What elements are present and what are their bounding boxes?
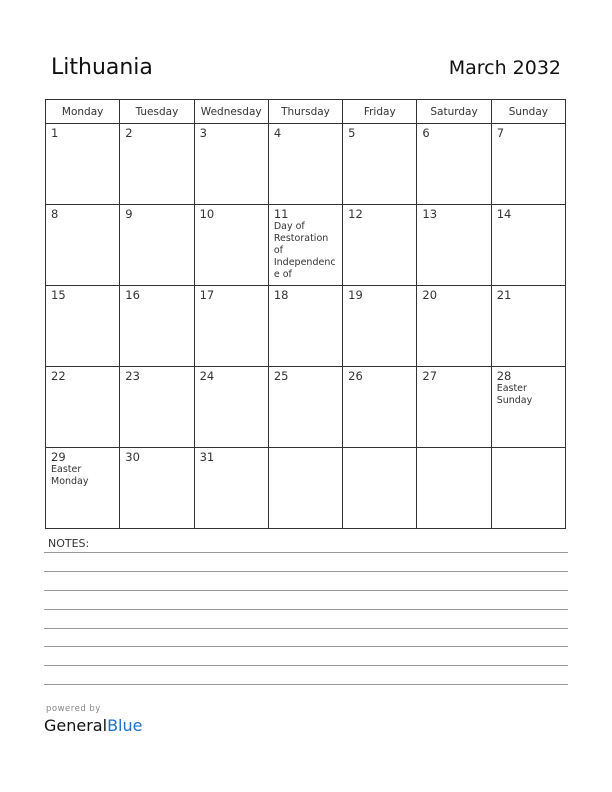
day-cell	[417, 124, 491, 205]
day-number: 9	[125, 207, 133, 221]
day-cell	[268, 448, 342, 529]
notes-label: NOTES:	[48, 537, 90, 550]
day-cell	[268, 205, 342, 286]
week-row	[46, 124, 566, 205]
day-number: 25	[273, 369, 289, 383]
day-number: 5	[348, 126, 356, 140]
day-number: 3	[199, 126, 207, 140]
day-number: 2	[125, 126, 133, 140]
day-number: 31	[199, 450, 215, 464]
holiday-label: Easter Sunday	[496, 383, 533, 406]
day-cell	[46, 286, 120, 367]
day-cell	[46, 367, 120, 448]
day-cell	[120, 367, 194, 448]
day-cell	[417, 367, 491, 448]
day-number: 17	[199, 288, 215, 302]
day-cell	[194, 205, 268, 286]
day-cell	[491, 448, 565, 529]
note-line	[44, 646, 568, 647]
day-cell	[120, 124, 194, 205]
day-number: 10	[199, 207, 215, 221]
month-title: March 2032	[448, 57, 561, 79]
day-number: 6	[422, 126, 430, 140]
weekday-header: Tuesday	[120, 100, 194, 124]
day-cell	[491, 124, 565, 205]
weekday-header: Thursday	[268, 100, 342, 124]
note-line	[44, 665, 568, 666]
day-number: 12	[348, 207, 363, 221]
day-number: 18	[273, 288, 289, 302]
note-line	[44, 571, 568, 572]
day-cell	[268, 367, 342, 448]
day-number: 23	[125, 369, 140, 383]
day-number: 14	[496, 207, 512, 221]
day-number: 20	[422, 288, 438, 302]
day-cell	[46, 124, 120, 205]
day-cell	[194, 286, 268, 367]
day-cell	[417, 286, 491, 367]
day-number: 1	[51, 126, 59, 140]
day-number: 21	[496, 288, 512, 302]
day-number: 27	[422, 369, 438, 383]
holiday-label: Day of Restoration of Independence of	[273, 221, 336, 280]
day-cell	[120, 448, 194, 529]
day-cell	[491, 286, 565, 367]
day-cell	[491, 367, 565, 448]
day-number: 22	[51, 369, 66, 383]
day-number: 26	[348, 369, 363, 383]
brand-blue: Blue	[107, 716, 143, 735]
country-title: Lithuania	[51, 55, 153, 80]
day-cell	[268, 124, 342, 205]
day-cell	[120, 205, 194, 286]
day-number: 24	[199, 369, 215, 383]
day-number: 4	[273, 126, 282, 140]
weekday-header: Wednesday	[194, 100, 268, 124]
day-number: 8	[51, 207, 59, 221]
day-cell	[46, 205, 120, 286]
day-number: 29	[51, 450, 66, 464]
weekday-header: Sunday	[491, 100, 565, 124]
day-cell	[343, 367, 417, 448]
day-cell	[194, 448, 268, 529]
powered-by-text: powered by	[46, 704, 101, 714]
weekday-header-row	[46, 100, 566, 124]
day-number: 19	[348, 288, 363, 302]
day-cell	[120, 286, 194, 367]
day-number: 13	[422, 207, 438, 221]
week-row	[46, 286, 566, 367]
day-number: 16	[125, 288, 140, 302]
holiday-label: Easter Monday	[51, 464, 89, 487]
generalblue-logo	[44, 716, 142, 735]
weekday-header: Saturday	[417, 100, 491, 124]
day-cell	[343, 124, 417, 205]
day-cell	[268, 286, 342, 367]
day-number: 30	[125, 450, 140, 464]
week-row	[46, 205, 566, 286]
day-cell	[343, 448, 417, 529]
day-number: 11	[273, 207, 289, 221]
note-line	[44, 552, 568, 553]
weekday-header: Monday	[46, 100, 120, 124]
note-line	[44, 590, 568, 591]
note-line	[44, 609, 568, 610]
day-cell	[417, 205, 491, 286]
note-line	[44, 628, 568, 629]
week-row	[46, 367, 566, 448]
day-cell	[417, 448, 491, 529]
day-number: 7	[496, 126, 505, 140]
brand-general: General	[44, 716, 108, 735]
day-cell	[194, 124, 268, 205]
day-cell	[343, 205, 417, 286]
weekday-header: Friday	[343, 100, 417, 124]
day-number: 15	[51, 288, 66, 302]
day-cell	[343, 286, 417, 367]
day-number: 28	[496, 369, 512, 383]
day-cell	[491, 205, 565, 286]
calendar-grid	[45, 99, 566, 529]
day-cell	[46, 448, 120, 529]
note-line	[44, 684, 568, 685]
week-row	[46, 448, 566, 529]
day-cell	[194, 367, 268, 448]
